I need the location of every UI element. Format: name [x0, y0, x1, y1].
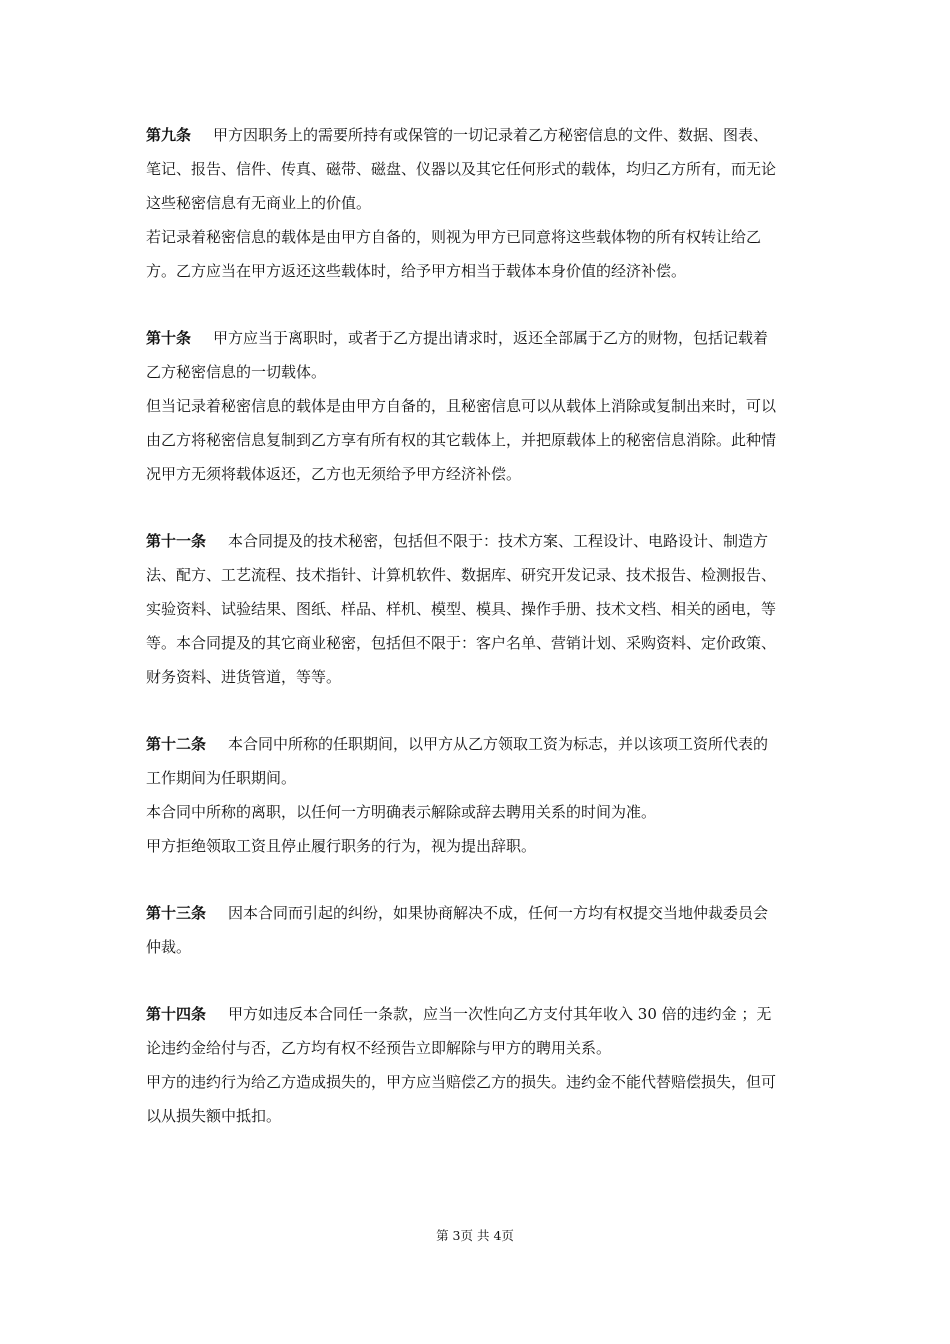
- article-text: 甲方因职务上的需要所持有或保管的一切记录着乙方秘密信息的文件、数据、图表、: [213, 126, 769, 144]
- article-line: [146, 727, 810, 761]
- article-line: 等。本合同提及的其它商业秘密，包括但不限于：客户名单、营销计划、采购资料、定价政策、: [146, 634, 777, 652]
- article-line: 法、配方、工艺流程、技术指针、计算机软件、数据库、研究开发记录、技术报告、检测报告、: [146, 566, 777, 584]
- article-line: 笔记、报告、信件、传真、磁带、磁盘、仪器以及其它任何形式的载体，均归乙方所有，而无论: [146, 160, 777, 178]
- article-text: 甲方如违反本合同任一条款，应当一次性向乙方支付其年收入 30 倍的违约金 ；无: [228, 1005, 772, 1023]
- article-heading: 第十三条: [146, 904, 207, 922]
- article-line: 况甲方无须将载体返还，乙方也无须给予甲方经济补偿。: [146, 465, 522, 483]
- article-line: 这些秘密信息有无商业上的价值。: [146, 194, 372, 212]
- document-body: [146, 118, 810, 1166]
- article-line: [146, 321, 810, 355]
- article-line: [146, 524, 810, 558]
- article-heading: 第十二条: [146, 735, 207, 753]
- article-heading: 第九条: [146, 126, 192, 144]
- article-line: 但当记录着秘密信息的载体是由甲方自备的，且秘密信息可以从载体上消除或复制出来时，可以: [146, 397, 777, 415]
- article-heading: 第十条: [146, 329, 192, 347]
- article-line: [146, 997, 810, 1031]
- article-heading: 第十一条: [146, 532, 207, 550]
- article-line: 甲方拒绝领取工资且停止履行职务的行为，视为提出辞职。: [146, 837, 537, 855]
- article-13: [146, 896, 810, 964]
- article-line: 乙方秘密信息的一切载体。: [146, 363, 327, 381]
- article-line: 甲方的违约行为给乙方造成损失的，甲方应当赔偿乙方的损失。违约金不能代替赔偿损失，但可: [146, 1073, 777, 1091]
- article-line: [146, 118, 810, 152]
- article-12: [146, 727, 810, 863]
- article-heading: 第十四条: [146, 1005, 207, 1023]
- article-line: 工作期间为任职期间。: [146, 769, 297, 787]
- article-text: 因本合同而引起的纠纷，如果协商解决不成，任何一方均有权提交当地仲裁委员会: [228, 904, 769, 922]
- article-text: 本合同中所称的任职期间，以甲方从乙方领取工资为标志，并以该项工资所代表的: [228, 735, 769, 753]
- article-line: [146, 896, 810, 930]
- article-line: 本合同中所称的离职，以任何一方明确表示解除或辞去聘用关系的时间为准。: [146, 803, 657, 821]
- article-line: 以从损失额中抵扣。: [146, 1107, 282, 1125]
- article-line: 实验资料、试验结果、图纸、样品、样机、模型、模具、操作手册、技术文档、相关的函电，等: [146, 600, 777, 618]
- article-text: 甲方应当于离职时，或者于乙方提出请求时，返还全部属于乙方的财物，包括记载着: [213, 329, 769, 347]
- article-9: [146, 118, 810, 288]
- article-line: 论违约金给付与否，乙方均有权不经预告立即解除与甲方的聘用关系。: [146, 1039, 612, 1057]
- page-number: 第 3页 共 4页: [436, 1228, 514, 1243]
- article-line: 仲裁。: [146, 938, 192, 956]
- page-footer: [0, 1226, 950, 1246]
- article-11: [146, 524, 810, 694]
- article-line: 方。乙方应当在甲方返还这些载体时，给予甲方相当于载体本身价值的经济补偿。: [146, 262, 687, 280]
- article-line: 若记录着秘密信息的载体是由甲方自备的，则视为甲方已同意将这些载体物的所有权转让给乙: [146, 228, 762, 246]
- article-line: 由乙方将秘密信息复制到乙方享有所有权的其它载体上，并把原载体上的秘密信息消除。此种情: [146, 431, 777, 449]
- article-14: [146, 997, 810, 1133]
- article-10: [146, 321, 810, 491]
- article-line: 财务资料、进货管道，等等。: [146, 668, 342, 686]
- article-text: 本合同提及的技术秘密，包括但不限于：技术方案、工程设计、电路设计、制造方: [228, 532, 769, 550]
